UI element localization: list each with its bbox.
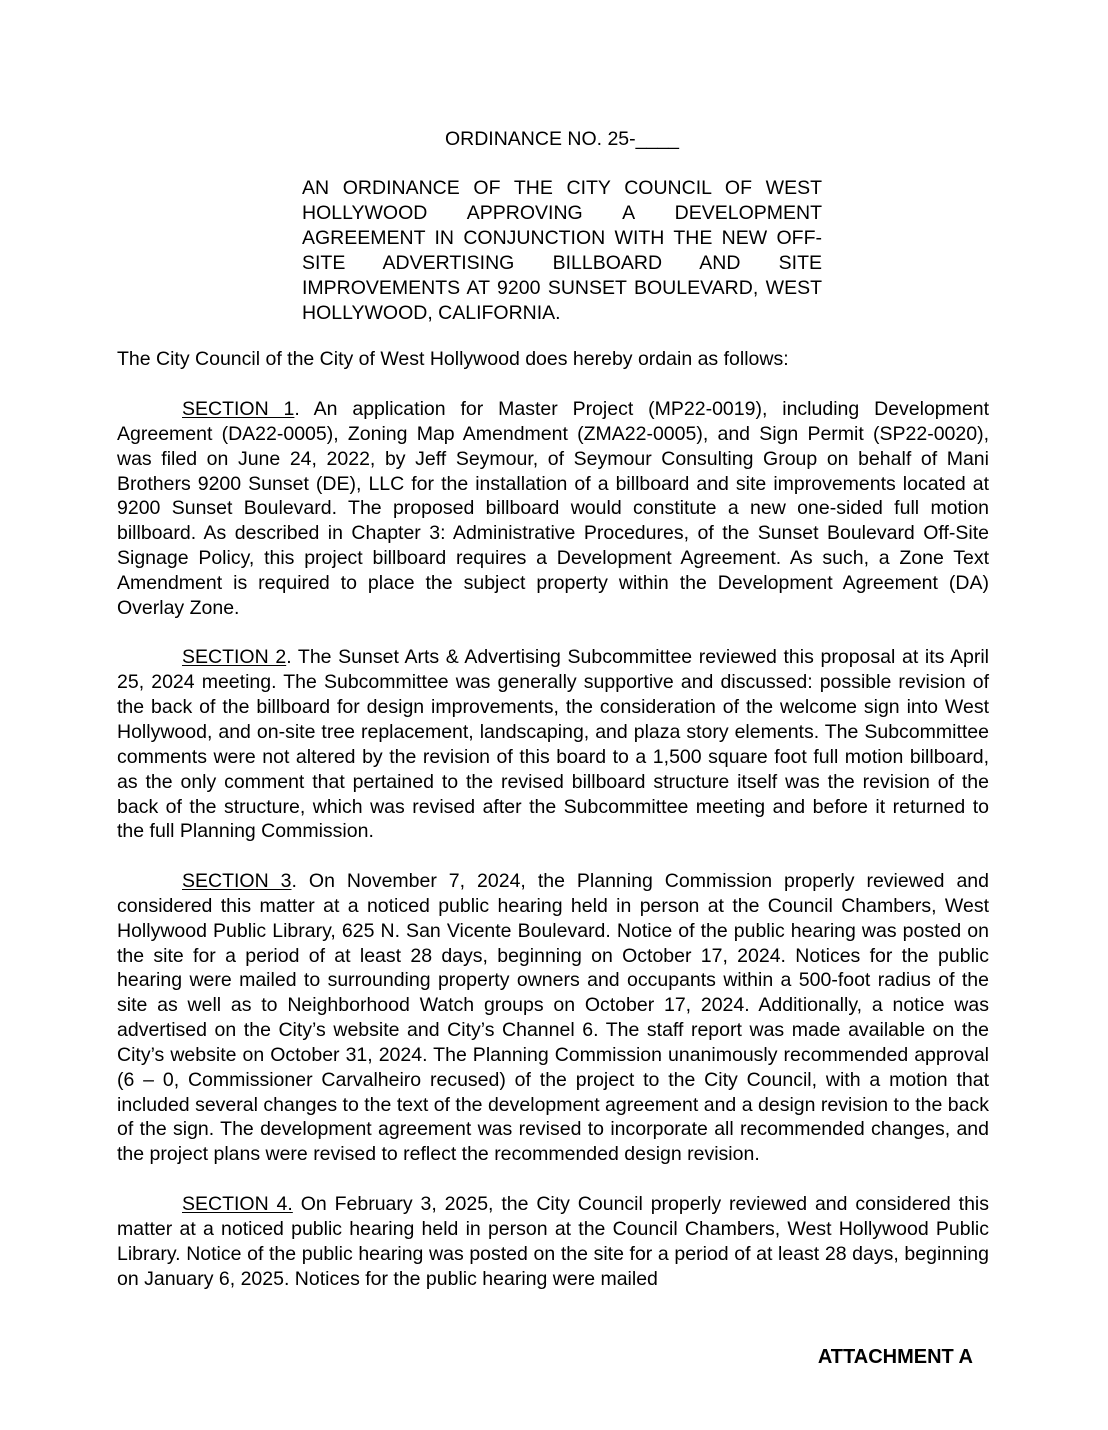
section-body: An application for Master Project (MP22-0019), including Development Agreement (DA22-0005), Zoning Map Amendment (ZMA22-0005), and Sign Permit (SP22-0020), was filed on June 24, 2022, by Jeff Seymour, of Seymour Consulting Group on behalf of Mani Brothers 9200 Sunset (DE), LLC for the installation of a billboard and site improvements located at 9200 Sunset Boulevard. The proposed billboard would constitute a new one-sided full motion billboard. As described in Chapter 3: Administrative Procedures, of the Sunset Boulevard Off-Site Signage Policy, this project billboard requires a Development Agreement. As such, a Zone Text Amendment is required to place the subject property within the Development Agreement (DA) Overlay Zone. [117,398,990,619]
section-heading: SECTION 1 [182,398,295,420]
ordinance-number: ORDINANCE NO. 25-____ [444,128,680,150]
section-body: The Sunset Arts & Advertising Subcommittee reviewed this proposal at its April 25, 2024 meeting. The Subcommittee was generally supportive and discussed: possible revision of the back of the billboard for design improvements, the consideration of the welcome sign into West Hollywood, and on-site tree replacement, landscaping, and plaza story elements. The Subcommittee comments were not altered by the revision of this board to a 1,500 square foot full motion billboard, as the only comment that pertained to the revised billboard structure itself was the revision of the back of the structure, which was revised after the Subcommittee meeting and before it returned to the full Planning Commission. [117,646,989,843]
section-body: On November 7, 2024, the Planning Commission properly reviewed and considered this matter at a noticed public hearing held in person at the Council Chambers, West Hollywood Public Library, 625 N. San Vicente Boulevard. Notice of the public hearing was posted on the site for a period of at least 28 days, beginning on October 17, 2024. Notices for the public hearing were mailed to surrounding property owners and occupants within a 500-foot radius of the site as well as to Neighborhood Watch groups on October 17, 2024. Additionally, a notice was advertised on the City’s website and City’s Channel 6. The staff report was made available on the City’s website on October 31, 2024. The Planning Commission unanimously recommended approval (6 – 0, Commissioner Carvalheiro recused) of the project to the City Council, with a motion that included several changes to the text of the development agreement and a design revision to the back of the sign. The development agreement was revised to incorporate all recommended changes, and the project plans were revised to reflect the recommended design revision. [117,870,989,1166]
section-1 [117,397,989,621]
section-heading: SECTION 2 [182,646,287,669]
section-2 [117,645,989,844]
section-heading-punct: . [294,398,300,420]
section-heading-punct: . [291,870,297,893]
ordinance-title: AN ORDINANCE OF THE CITY COUNCIL OF WEST HOLLYWOOD APPROVING A DEVELOPMENT AGREEMENT IN CONJUNCTION WITH THE NEW OFF-SITE ADVERTISING BILLBOARD AND SITE IMPROVEMENTS AT 9200 SUNSET BOULEVARD, WEST HOLLYWOOD, CALIFORNIA. [302,177,822,324]
intro-paragraph: The City Council of the City of West Hollywood does hereby ordain as follows: [117,348,789,370]
section-body: On February 3, 2025, the City Council properly reviewed and considered this matter at a noticed public hearing held in person at the Council Chambers, West Hollywood Public Library. Notice of the public hearing was posted on the site for a period of at least 28 days, beginning on January 6, 2025. Notices for the public hearing were mailed [117,1193,989,1290]
section-4 [117,1192,989,1291]
section-heading: SECTION 3 [182,870,292,893]
section-heading: SECTION 4. [182,1193,293,1215]
sections-list [117,397,989,1316]
section-3 [117,869,989,1167]
attachment-label: ATTACHMENT A [817,1346,973,1368]
section-heading-punct: . [286,646,292,669]
